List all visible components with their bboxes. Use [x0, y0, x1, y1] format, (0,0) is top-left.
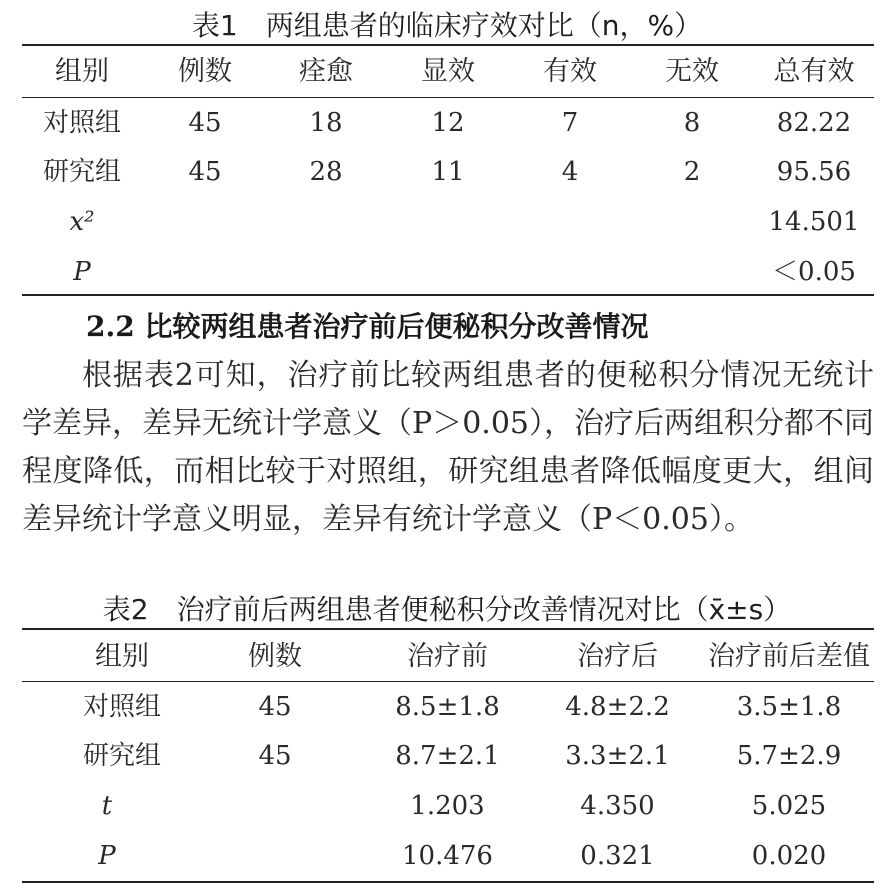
table1-header-rule: [22, 97, 874, 98]
table-cell: 2: [683, 157, 701, 187]
table1-top-rule: [22, 44, 874, 46]
table-cell: 对照组: [82, 692, 161, 722]
table-cell: 对照组: [42, 108, 121, 138]
table-cell: 8.7±2.1: [395, 741, 500, 771]
table1-header-cured: 痊愈: [299, 56, 353, 87]
p-label: P: [73, 257, 91, 287]
table-cell: 8.5±1.8: [395, 692, 500, 722]
table-cell: 12: [431, 108, 465, 138]
table-cell: 4: [561, 157, 579, 187]
table2-header-before: 治疗前: [407, 641, 488, 672]
table-cell: 4.350: [580, 791, 655, 821]
t-label: t: [101, 791, 113, 821]
section-heading: 2.2 比较两组患者治疗前后便秘积分改善情况: [86, 310, 649, 343]
table-cell: 4.8±2.2: [565, 692, 670, 722]
table-cell: 3.5±1.8: [736, 692, 842, 722]
chi-square-label: x²: [69, 207, 95, 237]
table2-top-rule: [22, 628, 874, 630]
table1-header-count: 例数: [178, 56, 232, 87]
table-cell: 3.3±2.1: [565, 741, 670, 771]
table-cell: 1.203: [410, 791, 485, 821]
table1-bottom-rule: [22, 294, 874, 296]
table-cell: 45: [188, 157, 222, 187]
table-cell: 45: [188, 108, 222, 138]
table2-header-rule: [22, 681, 874, 682]
chi-square-value: 14.501: [768, 207, 860, 237]
table2-header-diff: 治疗前后差值: [708, 641, 870, 672]
table1-caption: 表1 两组患者的临床疗效对比（n，%）: [191, 9, 703, 42]
table2-caption: 表2 治疗前后两组患者便秘积分改善情况对比（x̄±s）: [102, 593, 792, 626]
p-label: P: [98, 841, 116, 871]
table-cell: 95.56: [776, 157, 852, 187]
table2-header-group: 组别: [95, 641, 149, 672]
table-cell: 28: [309, 157, 343, 187]
table1-header-marked: 显效: [421, 56, 475, 87]
table-cell: 0.020: [751, 841, 827, 871]
table-cell: 10.476: [402, 841, 493, 871]
table2-bottom-rule: [22, 881, 874, 883]
table-cell: 5.7±2.9: [736, 741, 842, 771]
p-value: ＜0.05: [772, 257, 856, 287]
table-cell: 研究组: [82, 741, 161, 771]
table-cell: 11: [431, 157, 465, 187]
table-cell: 45: [258, 741, 292, 771]
table-cell: 82.22: [776, 108, 852, 138]
table1-header-effective: 有效: [543, 56, 597, 87]
table-cell: 7: [561, 108, 579, 138]
table2-header-after: 治疗后: [577, 641, 658, 672]
table-cell: 18: [309, 108, 343, 138]
table-cell: 45: [258, 692, 292, 722]
table-cell: 0.321: [580, 841, 655, 871]
table2-header-count: 例数: [248, 641, 302, 672]
table-cell: 研究组: [42, 157, 121, 187]
body-paragraph: [22, 352, 874, 544]
table-cell: 8: [683, 108, 701, 138]
table1-header-ineffective: 无效: [665, 56, 719, 87]
table1-header-total: 总有效: [773, 56, 855, 87]
paragraph-text: 根据表2可知，治疗前比较两组患者的便秘积分情况无统计学差异，差异无统计学意义（P＞0.05），治疗后两组积分都不同程度降低，而相比较于对照组，研究组患者降低幅度更大，组间差异统计学意义明显，差异有统计学意义（P＜0.05）。: [22, 358, 874, 537]
table-cell: 5.025: [751, 791, 827, 821]
table1-header-group: 组别: [55, 56, 109, 87]
